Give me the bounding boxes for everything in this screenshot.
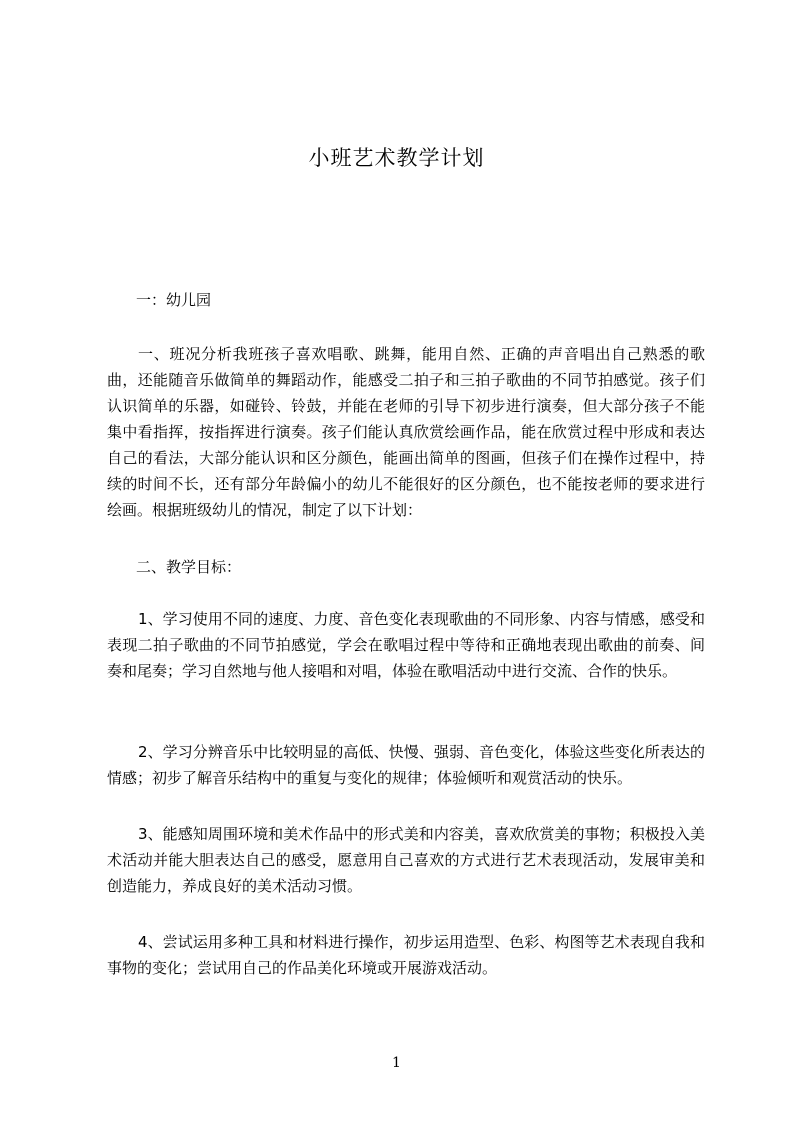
section-2-heading: 二、教学目标： [136, 558, 242, 576]
section-1-heading: 一：幼儿园 [136, 291, 212, 309]
page-number: 1 [392, 1055, 401, 1071]
document-title: 小班艺术教学计划 [308, 146, 485, 170]
goal-paragraph-1: 1、学习使用不同的速度、力度、音色变化表现歌曲的不同形象、内容与情感，感受和表现二拍子歌曲的不同节拍感觉，学会在歌唱过程中等待和正确地表现出歌曲的前奏、间奏和尾奏；学习自然地与他人接唱和对唱，体验在歌唱活动中进行交流、合作的快乐。 [107, 610, 705, 680]
section-1-paragraph: 一、班况分析我班孩子喜欢唱歌、跳舞，能用自然、正确的声音唱出自己熟悉的歌曲，还能随音乐做简单的舞蹈动作，能感受二拍子和三拍子歌曲的不同节拍感觉。孩子们认识简单的乐器，如碰铃、铃鼓，并能在老师的引导下初步进行演奏，但大部分孩子不能集中看指挥，按指挥进行演奏。孩子们能认真欣赏绘画作品，能在欣赏过程中形成和表达自己的看法，大部分能认识和区分颜色，能画出简单的图画，但孩子们在操作过程中，持续的时间不长，还有部分年龄偏小的幼儿不能很好的区分颜色，也不能按老师的要求进行绘画。根据班级幼儿的情况，制定了以下计划： [107, 345, 705, 519]
goal-paragraph-2: 2、学习分辨音乐中比较明显的高低、快慢、强弱、音色变化，体验这些变化所表达的情感；初步了解音乐结构中的重复与变化的规律；体验倾听和观赏活动的快乐。 [107, 743, 705, 787]
goal-paragraph-3: 3、能感知周围环境和美术作品中的形式美和内容美，喜欢欣赏美的事物；积极投入美术活动并能大胆表达自己的感受，愿意用自己喜欢的方式进行艺术表现活动，发展审美和创造能力，养成良好的美术活动习惯。 [107, 825, 705, 895]
goal-paragraph-4: 4、尝试运用多种工具和材料进行操作，初步运用造型、色彩、构图等艺术表现自我和事物的变化；尝试用自己的作品美化环境或开展游戏活动。 [107, 933, 705, 977]
